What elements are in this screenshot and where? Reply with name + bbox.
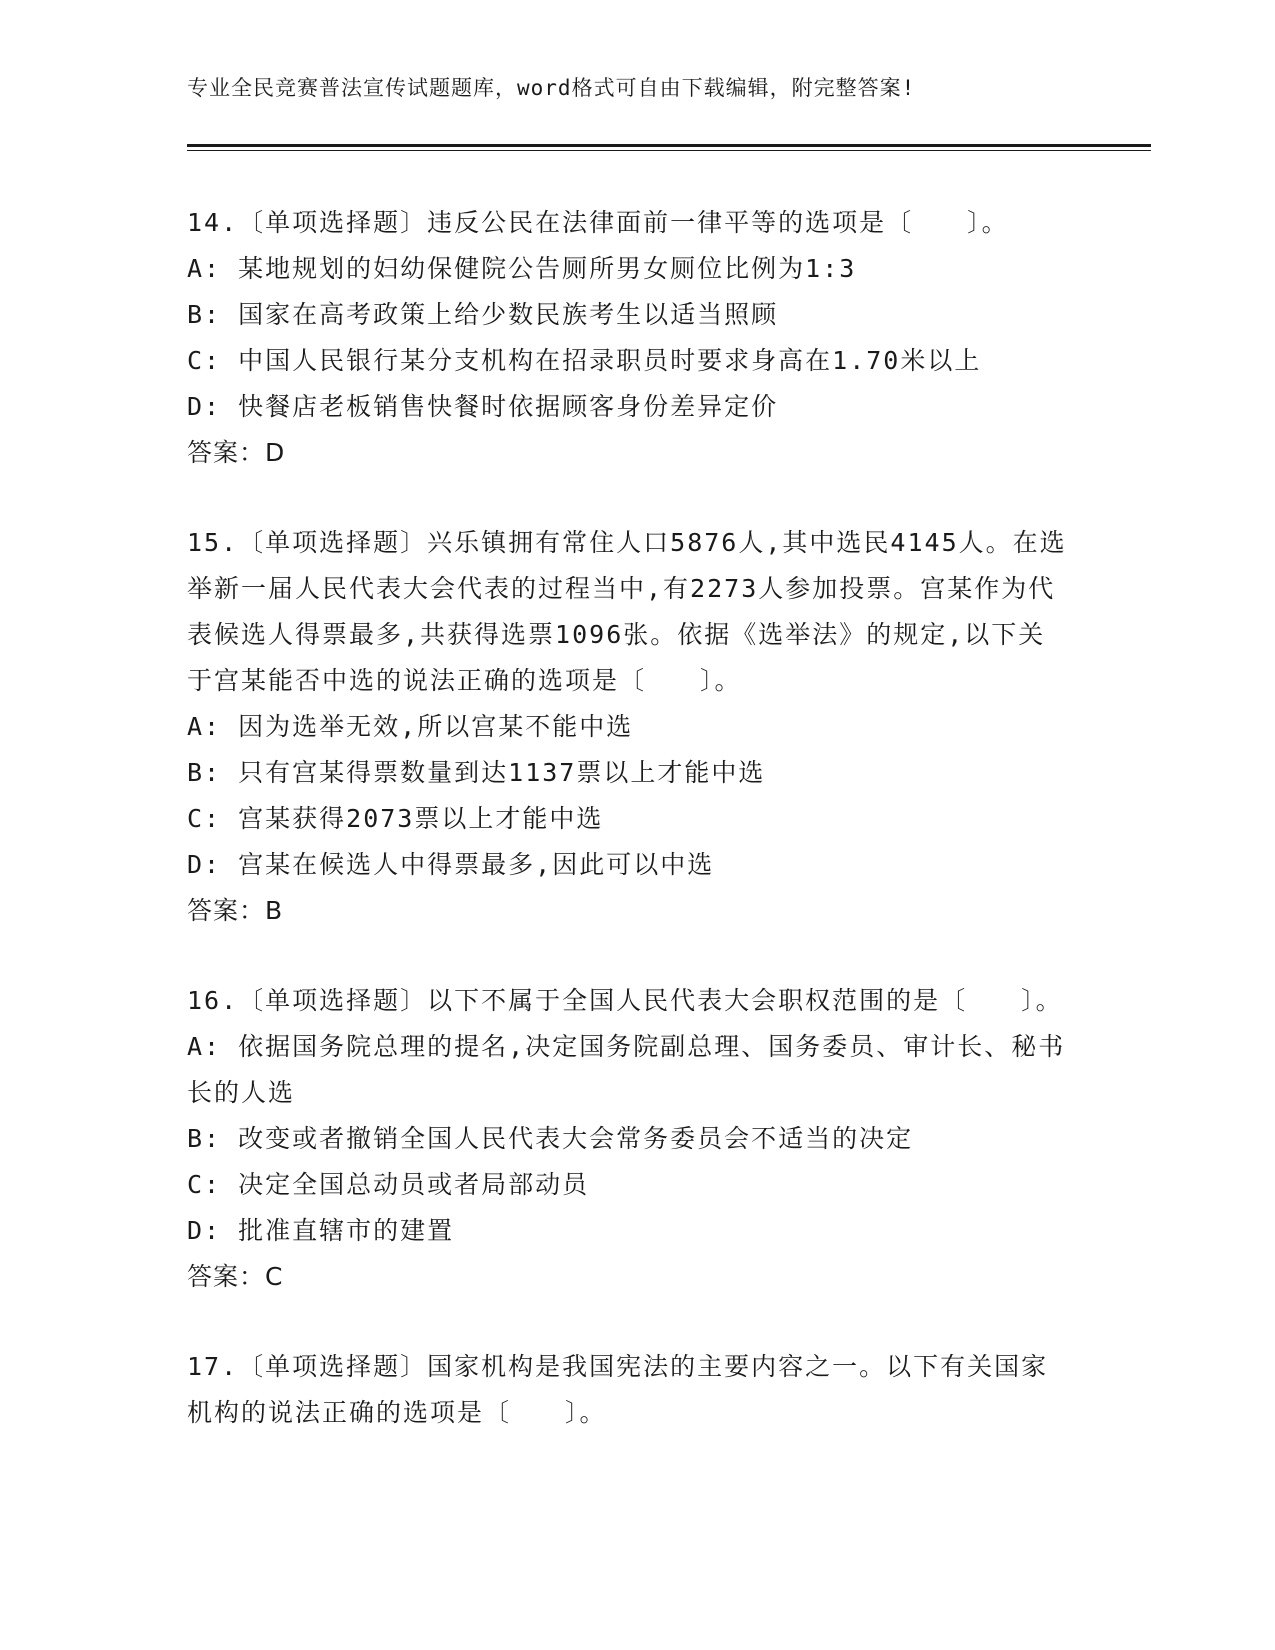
- page-header: 专业全民竞赛普法宣传试题题库，word格式可自由下载编辑，附完整答案!: [187, 76, 916, 100]
- question-list: [187, 200, 1067, 1480]
- option-b: B: 改变或者撤销全国人民代表大会常务委员会不适当的决定: [187, 1124, 914, 1153]
- header-divider-thick: [187, 144, 1151, 147]
- question-stem: 16.〔单项选择题〕以下不属于全国人民代表大会职权范围的是〔 〕。: [187, 986, 1063, 1015]
- question-stem: 17.〔单项选择题〕国家机构是我国宪法的主要内容之一。以下有关国家机构的说法正确的选项是〔 〕。: [187, 1352, 1049, 1427]
- option-d: D: 宫某在候选人中得票最多,因此可以中选: [187, 850, 715, 879]
- question-17: [187, 1344, 1067, 1436]
- option-a: A: 某地规划的妇幼保健院公告厕所男女厕位比例为1:3: [187, 254, 857, 283]
- option-c: C: 宫某获得2073票以上才能中选: [187, 804, 604, 833]
- question-stem: 15.〔单项选择题〕兴乐镇拥有常住人口5876人,其中选民4145人。在选举新一届人民代表大会代表的过程当中,有2273人参加投票。宫某作为代表候选人得票最多,共获得选票1096张。依据《选举法》的规定,以下关于宫某能否中选的说法正确的选项是〔 〕。: [187, 528, 1067, 695]
- option-c: C: 决定全国总动员或者局部动员: [187, 1170, 590, 1199]
- answer-key: 答案：B: [187, 896, 284, 925]
- option-b: B: 国家在高考政策上给少数民族考生以适当照顾: [187, 300, 779, 329]
- option-d: D: 快餐店老板销售快餐时依据顾客身份差异定价: [187, 392, 779, 421]
- option-a: A: 因为选举无效,所以宫某不能中选: [187, 712, 634, 741]
- question-15: [187, 520, 1067, 934]
- header-divider-thin: [187, 150, 1151, 151]
- question-16: [187, 978, 1067, 1300]
- option-a: A: 依据国务院总理的提名,决定国务院副总理、国务委员、审计长、秘书长的人选: [187, 1032, 1066, 1107]
- question-stem: 14.〔单项选择题〕违反公民在法律面前一律平等的选项是〔 〕。: [187, 208, 1009, 237]
- option-c: C: 中国人民银行某分支机构在招录职员时要求身高在1.70米以上: [187, 346, 982, 375]
- option-d: D: 批准直辖市的建置: [187, 1216, 455, 1245]
- option-b: B: 只有宫某得票数量到达1137票以上才能中选: [187, 758, 766, 787]
- answer-key: 答案：C: [187, 1262, 284, 1291]
- question-14: [187, 200, 1067, 476]
- answer-key: 答案：D: [187, 438, 286, 467]
